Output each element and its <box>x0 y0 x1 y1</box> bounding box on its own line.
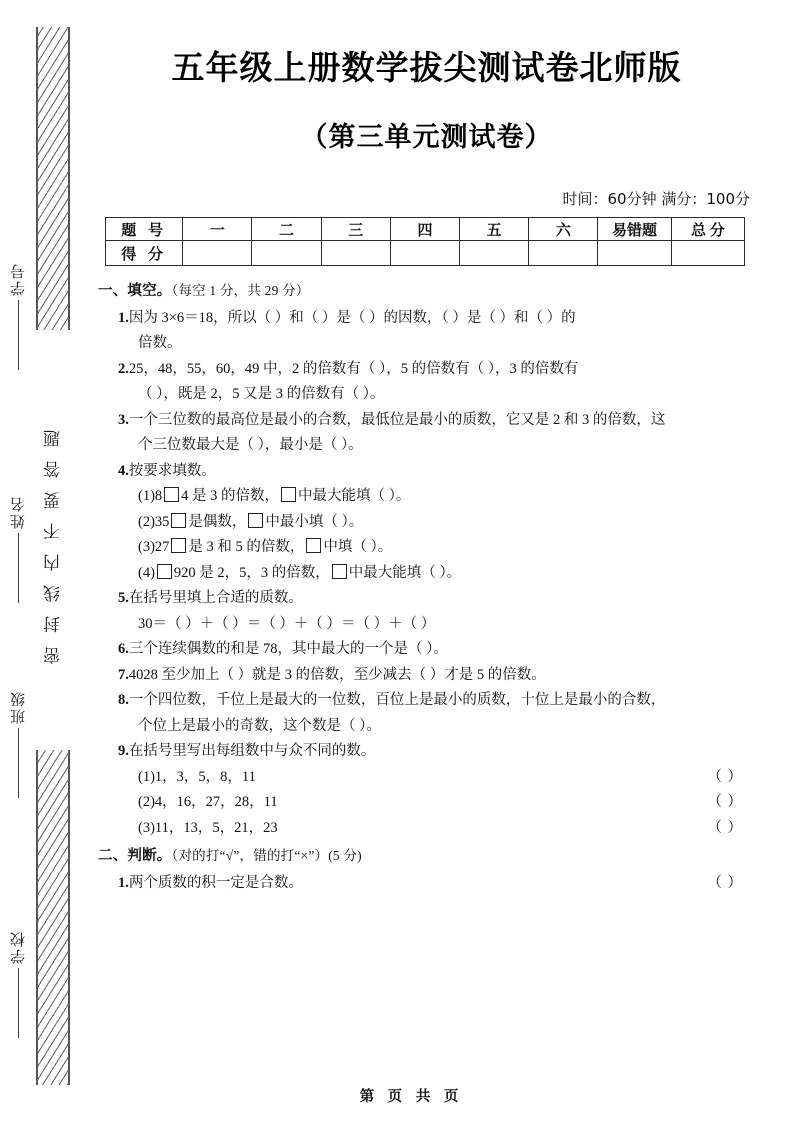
question-text: 一个三位数的最高位是最小的合数，最低位是最小的质数，它又是 2 和 3 的倍数，这 <box>128 411 666 428</box>
score-table-col-total: 总 分 <box>671 218 744 241</box>
question-number: 1. <box>118 874 129 891</box>
question-1-4-sub-1 <box>138 484 745 510</box>
score-table-col-1: 一 <box>183 218 252 241</box>
score-cell-6[interactable] <box>529 241 598 266</box>
question-1-4 <box>118 459 745 485</box>
question-number: 4. <box>118 462 129 479</box>
question-1-4-sub-2 <box>138 510 745 536</box>
answer-box-icon[interactable] <box>171 513 186 528</box>
sub-postfix: 中最小填（ ）。 <box>265 513 364 530</box>
seal-line-label: 密封线内不要答题 <box>43 416 63 664</box>
score-table-col-4: 四 <box>390 218 459 241</box>
question-1-4-sub-4 <box>138 561 745 587</box>
question-1-9-sub-3 <box>138 816 745 842</box>
score-table-col-errorprone: 易错题 <box>598 218 671 241</box>
section-heading-2 <box>98 843 745 870</box>
question-1-3 <box>118 408 745 434</box>
question-1-1 <box>118 306 745 332</box>
score-cell-4[interactable] <box>390 241 459 266</box>
question-number: 8. <box>118 692 129 708</box>
student-field-rule <box>18 728 19 798</box>
question-text: 三个连续偶数的和是 78，其中最大的一个是（ ）。 <box>128 641 448 657</box>
score-cell-3[interactable] <box>321 241 390 266</box>
student-field-rule <box>18 300 19 370</box>
student-field-label: 学校 <box>10 930 27 964</box>
answer-box-icon[interactable] <box>332 564 347 579</box>
question-1-8 <box>118 688 745 714</box>
score-cell-errorprone[interactable] <box>598 241 671 266</box>
sub-middle: 是 3 和 5 的倍数， <box>188 539 305 555</box>
question-number: 3. <box>118 411 129 428</box>
student-field-rule <box>18 968 19 1038</box>
sub-prefix: (1)8 <box>138 488 163 504</box>
section-note: （每空 1 分，共 29 分） <box>171 283 310 298</box>
question-1-9 <box>118 739 745 765</box>
score-cell-5[interactable] <box>460 241 529 266</box>
question-text: 两个质数的积一定是合数。 <box>128 874 303 891</box>
sub-prefix: (3)27 <box>138 539 170 555</box>
question-text: 按要求填数。 <box>128 462 216 479</box>
question-1-8-cont <box>138 714 745 740</box>
page-title: 五年级上册数学拔尖测试卷北师版 <box>171 48 682 87</box>
sub-prefix: (4) <box>138 564 155 581</box>
question-number: 7. <box>118 666 129 683</box>
score-table-wrapper <box>78 217 793 266</box>
question-1-2 <box>118 357 745 383</box>
score-table-col-6: 六 <box>529 218 598 241</box>
answer-parenthesis[interactable]: （ ） <box>707 874 743 891</box>
sub-middle: 是偶数， <box>188 513 247 530</box>
question-number: 6. <box>118 641 129 657</box>
question-text: 因为 3×6＝18，所以（ ）和（ ）是（ ）的因数，（ ）是（ ）和（ ）的 <box>128 309 576 326</box>
student-field-label: 班级 <box>10 690 27 724</box>
answer-parenthesis[interactable]: （ ） <box>707 819 743 836</box>
sub-postfix: 中填（ ）。 <box>323 539 393 555</box>
sub-middle: 4 是 3 的倍数， <box>181 488 280 504</box>
table-row <box>106 218 745 241</box>
question-text: 30＝（ ）＋（ ）＝（ ）＋（ ）＝（ ）＋（ ） <box>138 615 436 632</box>
score-table-row-label: 题 号 <box>106 218 183 241</box>
question-text: (2)4，16，27，28，11 <box>138 794 278 810</box>
student-field-xuehao[interactable] <box>0 262 36 370</box>
question-1-7 <box>118 663 745 689</box>
score-cell-1[interactable] <box>183 241 252 266</box>
question-text: (3)11，13，5，21，23 <box>138 819 278 836</box>
page-subtitle: （第三单元测试卷） <box>300 122 553 153</box>
question-text: （ ），既是 2，5 又是 3 的倍数有（ ）。 <box>138 386 385 402</box>
question-text: 25，48，55，60，49 中，2 的倍数有（ ），5 的倍数有（ ），3 的倍数有 <box>128 360 579 377</box>
score-table-row-label: 得 分 <box>106 241 183 266</box>
question-text: 个位上是最小的奇数，这个数是（ ）。 <box>138 717 381 734</box>
sub-prefix: (2)35 <box>138 513 170 530</box>
answer-parenthesis[interactable]: （ ） <box>707 794 743 810</box>
answer-box-icon[interactable] <box>248 513 263 528</box>
exam-body <box>78 278 793 896</box>
student-field-rule <box>18 533 19 603</box>
question-number: 9. <box>118 743 129 759</box>
question-text: 一个四位数，千位上是最大的一位数，百位上是最小的质数，十位上是最小的合数， <box>128 692 666 708</box>
question-text: 在括号里写出每组数中与众不同的数。 <box>128 743 376 759</box>
exam-meta-info: 时间：60分钟 满分：100分 <box>562 190 750 208</box>
student-info-column <box>0 0 36 1122</box>
question-number: 5. <box>118 590 129 606</box>
exam-page <box>78 0 793 1122</box>
question-number: 2. <box>118 360 129 377</box>
question-1-1-cont <box>138 331 745 357</box>
answer-box-icon[interactable] <box>164 487 179 502</box>
student-field-xingming[interactable] <box>0 495 36 603</box>
score-table-col-3: 三 <box>321 218 390 241</box>
question-1-5 <box>118 586 745 612</box>
section-heading-1 <box>98 278 745 305</box>
student-field-label: 学号 <box>10 262 27 296</box>
question-1-4-sub-3 <box>138 535 745 561</box>
answer-box-icon[interactable] <box>306 538 321 553</box>
score-cell-2[interactable] <box>252 241 321 266</box>
section-title: 一、填空。 <box>98 283 172 299</box>
question-text: (1)1，3，5，8，11 <box>138 768 256 785</box>
seal-line-text <box>36 330 70 750</box>
student-field-label: 姓名 <box>10 495 27 529</box>
sub-middle: 920 是 2，5，3 的倍数， <box>173 564 330 581</box>
student-field-xuexiao[interactable] <box>0 930 36 1038</box>
section-note: （对的打“√”，错的打“×”）(5 分) <box>171 848 362 863</box>
section-title: 二、判断。 <box>98 848 172 864</box>
answer-box-icon[interactable] <box>157 564 172 579</box>
question-2-1 <box>118 871 745 897</box>
question-1-9-sub-2 <box>138 790 745 816</box>
question-1-2-cont <box>138 382 745 408</box>
question-text: 倍数。 <box>138 335 182 351</box>
sub-postfix: 中最大能填（ ）。 <box>348 564 462 581</box>
question-text: 在括号里填上合适的质数。 <box>128 590 303 606</box>
score-table <box>105 217 745 266</box>
score-table-col-2: 二 <box>252 218 321 241</box>
question-number: 1. <box>118 309 129 326</box>
score-table-col-5: 五 <box>460 218 529 241</box>
sub-postfix: 中最大能填（ ）。 <box>298 488 411 504</box>
table-row <box>106 241 745 266</box>
answer-box-icon[interactable] <box>281 487 296 502</box>
question-1-6 <box>118 637 745 663</box>
question-1-3-cont <box>138 433 745 459</box>
question-text: 4028 至少加上（ ）就是 3 的倍数，至少减去（ ）才是 5 的倍数。 <box>128 666 546 683</box>
answer-box-icon[interactable] <box>171 538 186 553</box>
answer-parenthesis[interactable]: （ ） <box>707 768 743 785</box>
question-1-9-sub-1 <box>138 765 745 791</box>
page-footer: 第 页 共 页 <box>359 1089 464 1105</box>
student-field-banji[interactable] <box>0 690 36 798</box>
score-cell-total[interactable] <box>671 241 744 266</box>
question-text: 个三位数最大是（ ），最小是（ ）。 <box>138 437 363 453</box>
question-1-5-expression <box>138 612 745 638</box>
